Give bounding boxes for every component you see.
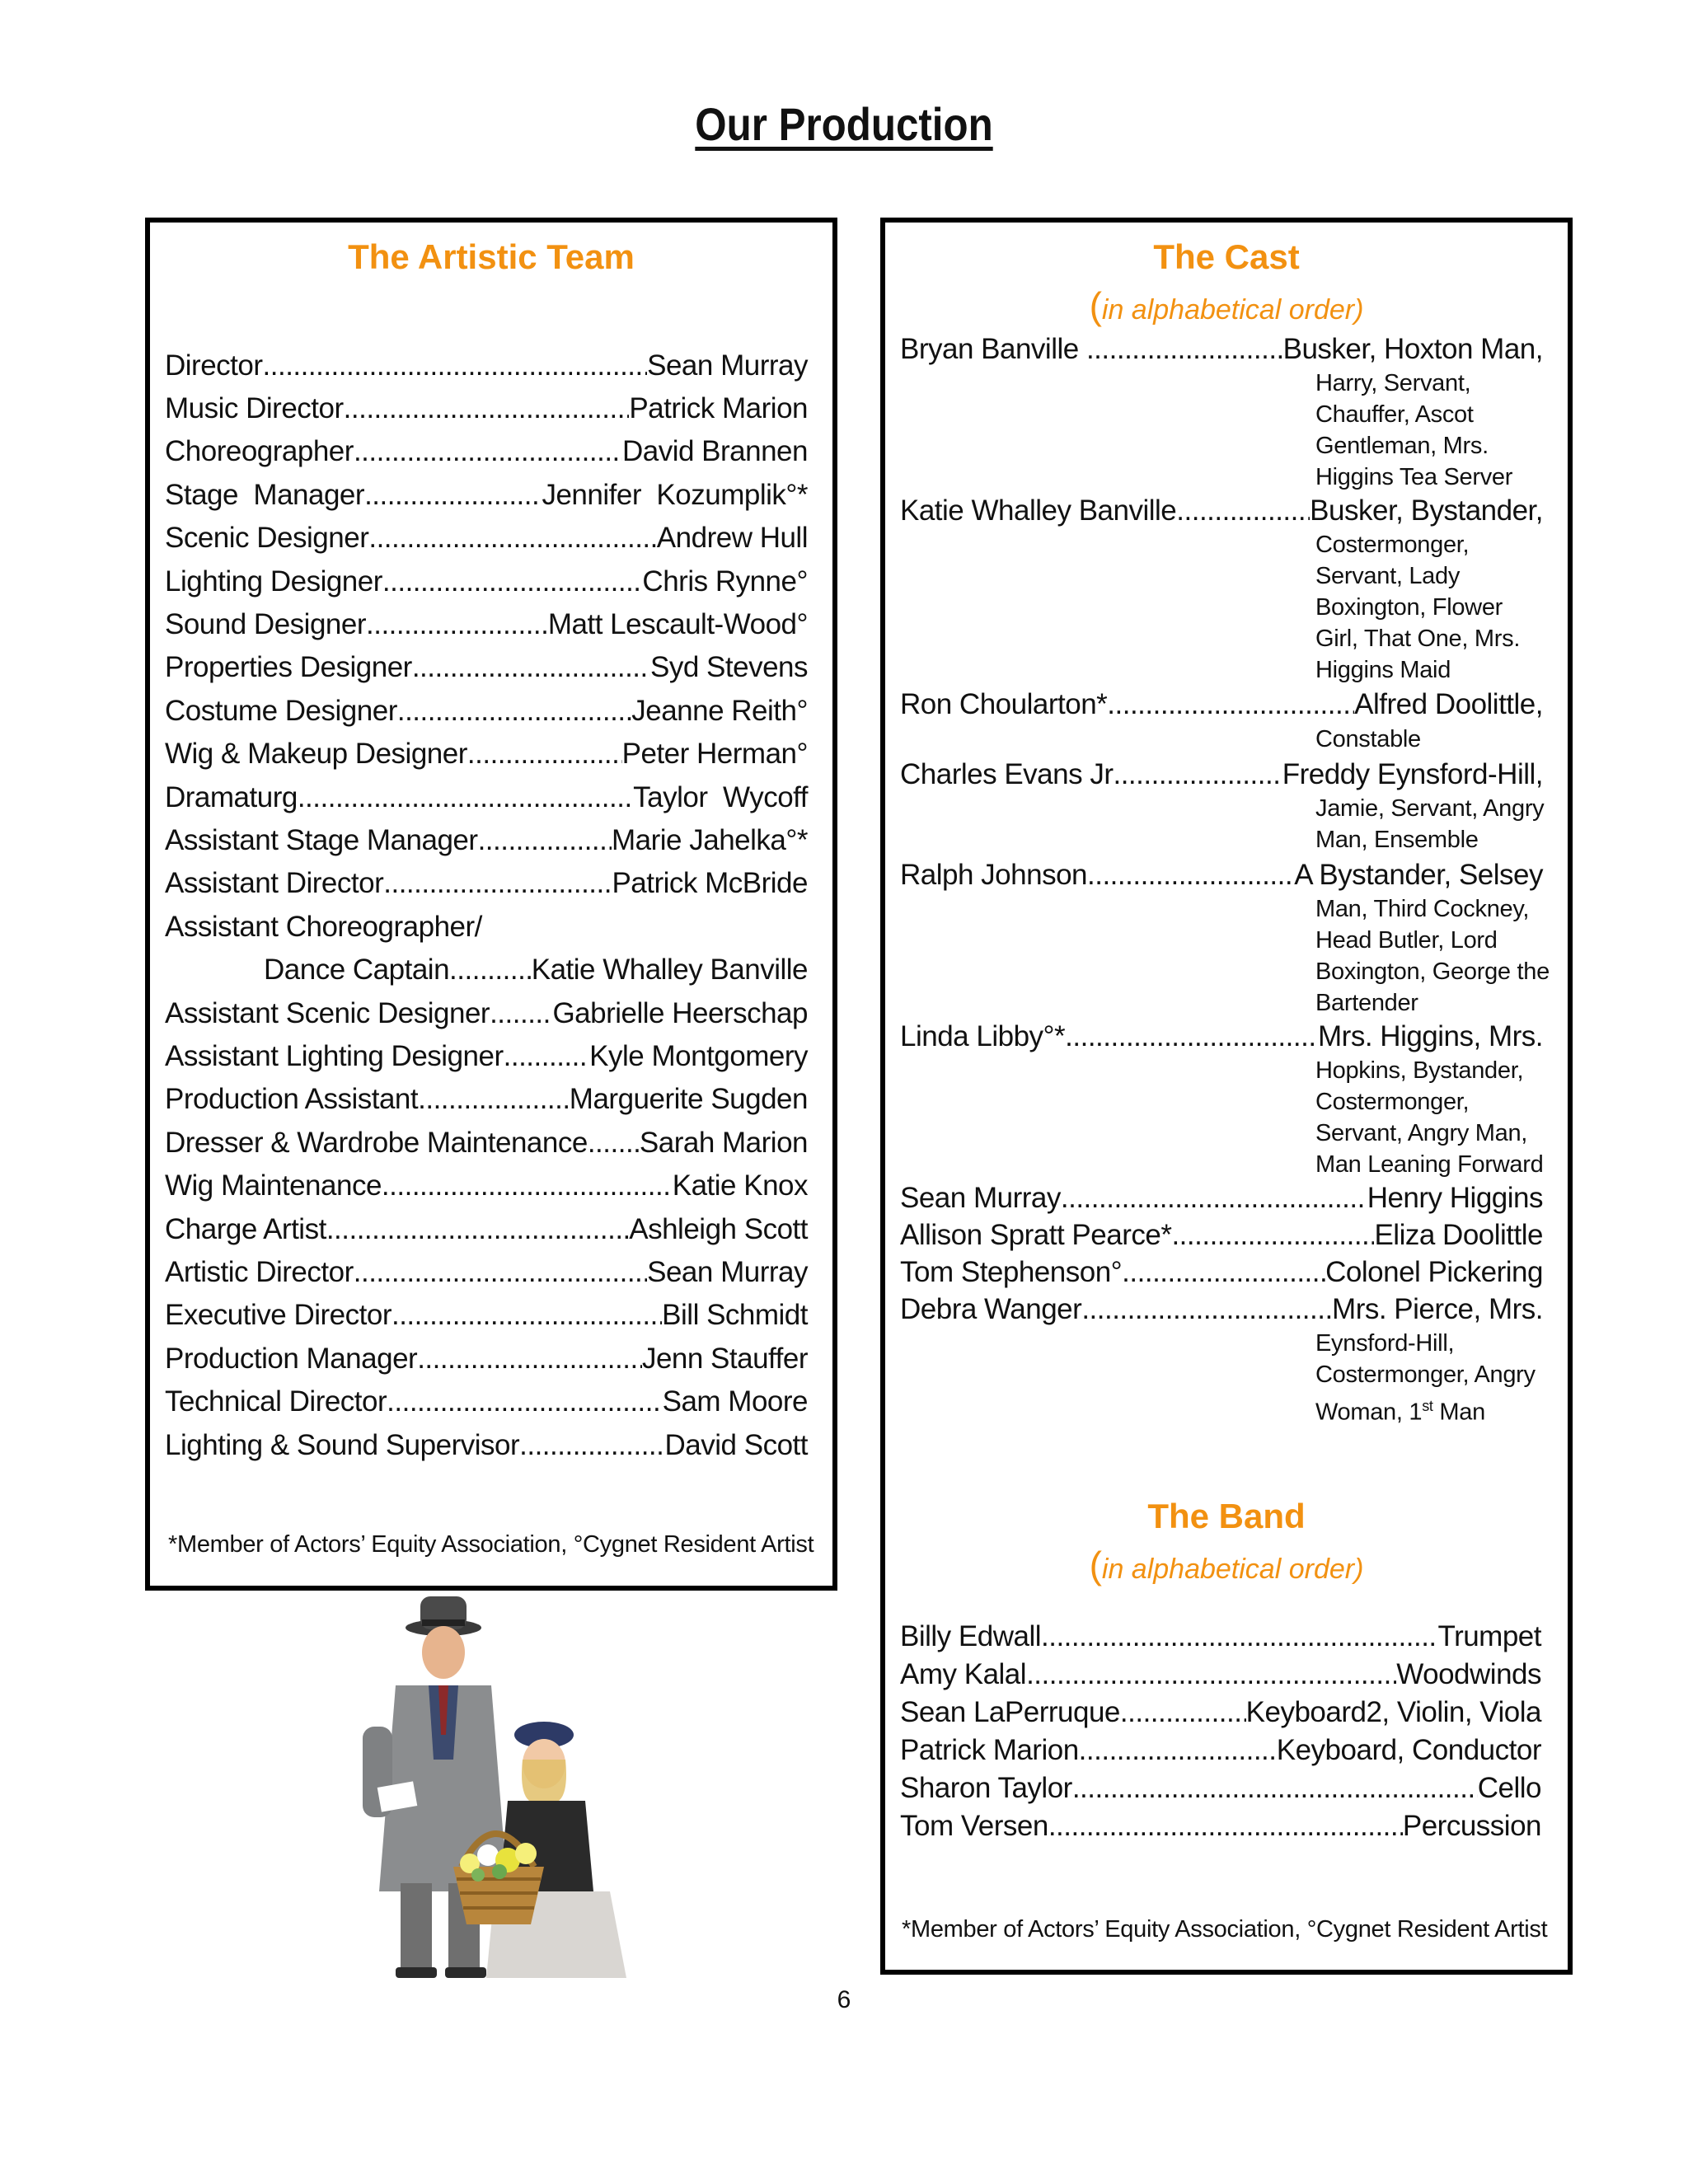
cast-extra-line: Girl, That One, Mrs. (1315, 626, 1521, 652)
artistic-row (165, 392, 808, 425)
cast-row (900, 1256, 1543, 1289)
artistic-name: Matt Lescault-Wood° (547, 608, 808, 640)
cast-extra-line: Gentleman, Mrs. (1315, 433, 1489, 459)
cast-extra-line: Man, Ensemble (1315, 827, 1479, 853)
artistic-name: Patrick McBride (612, 867, 808, 899)
cast-role: Alfred Doolittle, (1354, 688, 1543, 720)
artistic-role: Technical Director (165, 1385, 387, 1418)
artistic-name: Ashleigh Scott (629, 1213, 808, 1245)
artistic-role: Choreographer (165, 435, 354, 467)
artistic-role: Scenic Designer (165, 522, 369, 554)
cast-extra-line: Hopkins, Bystander, (1315, 1057, 1524, 1084)
cast-subheading-paren: ( (1089, 284, 1102, 327)
page-number: 6 (837, 1986, 851, 2013)
band-row (900, 1658, 1541, 1691)
artistic-row (165, 781, 808, 814)
artistic-name: Sean Murray (647, 1256, 808, 1288)
artistic-row (165, 867, 808, 900)
artistic-name: Bill Schmidt (662, 1299, 808, 1331)
artistic-role: Production Manager (165, 1343, 418, 1375)
cast-extra-line: Costermonger, Angry (1315, 1361, 1536, 1388)
artistic-role: Charge Artist (165, 1213, 326, 1245)
artistic-row (165, 479, 808, 512)
artistic-row (165, 1299, 808, 1332)
cast-row (900, 859, 1543, 892)
artistic-name: Jennifer Kozumplik°* (542, 479, 808, 511)
artistic-role: Assistant Director (165, 867, 384, 899)
band-name: Billy Edwall (900, 1620, 1041, 1652)
cast-extra-tail: Man (1432, 1399, 1485, 1426)
cast-name: Ron Choularton* (900, 688, 1108, 720)
cast-extra-line (1315, 1390, 1536, 1428)
cast-extra-line: Bartender (1315, 990, 1418, 1016)
cast-name: Ralph Johnson (900, 859, 1087, 891)
artistic-footnote: *Member of Actors’ Equity Association, °Cygnet Resident Artist (168, 1531, 814, 1558)
artistic-name: Jeanne Reith° (631, 695, 808, 727)
artistic-row (165, 349, 808, 382)
band-name: Sharon Taylor (900, 1772, 1072, 1804)
artistic-row (165, 911, 808, 944)
band-row (900, 1620, 1541, 1653)
cast-role: Eliza Doolittle (1374, 1219, 1543, 1251)
artistic-role: Wig Maintenance (165, 1169, 382, 1202)
cast-extra (1315, 893, 1550, 1019)
artistic-role: Wig & Makeup Designer (165, 738, 467, 770)
cast-name: Tom Stephenson° (900, 1256, 1123, 1288)
artistic-row (165, 1429, 808, 1462)
artistic-name: Gabrielle Heerschap (552, 997, 808, 1029)
cast-extra (1315, 793, 1544, 855)
cast-extra-line: Chauffer, Ascot (1315, 401, 1474, 428)
artistic-row (165, 1169, 808, 1202)
cast-role: Mrs. Higgins, Mrs. (1318, 1020, 1543, 1052)
cast-extra-line: Man Leaning Forward (1315, 1151, 1544, 1178)
artistic-team-heading: The Artistic Team (348, 237, 635, 276)
cast-row (900, 1293, 1543, 1326)
cast-name: Katie Whalley Banville (900, 494, 1177, 527)
artistic-role: Assistant Scenic Designer (165, 997, 490, 1029)
artistic-row (165, 1385, 808, 1418)
man-face (422, 1626, 465, 1679)
cast-extra (1315, 529, 1520, 686)
cast-role: Busker, Bystander, (1310, 494, 1543, 527)
cast-subheading-text: in alphabetical order) (1101, 294, 1364, 326)
cast-extra (1315, 1328, 1536, 1428)
artistic-role: Dance Captain (264, 954, 450, 986)
artistic-name: Patrick Marion (629, 392, 808, 424)
artistic-role: Music Director (165, 392, 344, 424)
flower (515, 1843, 537, 1864)
cast-extra-line: Servant, Angry Man, (1315, 1120, 1528, 1146)
cast-extra-line: Costermonger, (1315, 532, 1470, 558)
cast-extra-line: Jamie, Servant, Angry (1315, 795, 1545, 822)
cast-extra (1315, 724, 1421, 755)
band-name: Patrick Marion (900, 1734, 1079, 1766)
page-title: Our Production (695, 98, 993, 150)
cast-extra-sup: st (1422, 1398, 1433, 1414)
artistic-name: David Brannen (621, 435, 808, 467)
cast-heading: The Cast (1153, 237, 1300, 276)
artistic-row (165, 608, 808, 641)
band-name: Sean LaPerruque (900, 1696, 1120, 1728)
artistic-role: Artistic Director (165, 1256, 354, 1288)
cast-row (900, 494, 1543, 527)
cast-subheading (885, 284, 1568, 328)
band-name: Amy Kalal (900, 1658, 1027, 1690)
artistic-row (165, 651, 808, 684)
cast-extra-line: Eynsford-Hill, (1315, 1330, 1455, 1357)
cast-role: Freddy Eynsford-Hill, (1282, 758, 1543, 790)
cast-extra-line: Higgins Tea Server (1315, 464, 1513, 490)
cast-role: Mrs. Pierce, Mrs. (1332, 1293, 1543, 1325)
cast-row (900, 1182, 1543, 1215)
artistic-row (165, 1127, 808, 1160)
artistic-name: Peter Herman° (621, 738, 808, 770)
woman-hair (522, 1760, 566, 1801)
band-row (900, 1810, 1541, 1843)
cast-role: Busker, Hoxton Man, (1282, 333, 1543, 365)
production-photo (346, 1595, 643, 1978)
cast-name: Debra Wanger (900, 1293, 1082, 1325)
artistic-name: Syd Stevens (650, 651, 808, 683)
artistic-name: David Scott (664, 1429, 808, 1461)
artistic-role: Dramaturg (165, 781, 298, 813)
artistic-role: Properties Designer (165, 651, 412, 683)
cast-name: Charles Evans Jr (900, 758, 1114, 790)
cast-name: Allison Spratt Pearce* (900, 1219, 1172, 1251)
band-subheading-paren: ( (1089, 1544, 1102, 1586)
cast-extra-line: Boxington, Flower (1315, 594, 1503, 621)
artistic-name: Marie Jahelka°* (612, 824, 808, 856)
band-instrument: Trumpet (1437, 1620, 1541, 1652)
cast-extra-line: Servant, Lady (1315, 563, 1461, 589)
artistic-name: Katie Knox (672, 1169, 808, 1202)
artistic-row (264, 954, 808, 987)
artistic-role: Assistant Choreographer/ (165, 911, 482, 943)
band-row (900, 1696, 1541, 1729)
leaf (471, 1868, 485, 1882)
artistic-name: Marguerite Sugden (569, 1083, 808, 1115)
cast-extra-line: Man, Third Cockney, (1315, 896, 1530, 922)
band-row (900, 1734, 1541, 1767)
artistic-name: Sam Moore (662, 1385, 808, 1418)
artistic-name: Andrew Hull (656, 522, 808, 554)
band-instrument: Keyboard2, Violin, Viola (1245, 1696, 1541, 1728)
artistic-row (165, 435, 808, 468)
cast-row (900, 1219, 1543, 1252)
artistic-role: Director (165, 349, 263, 382)
cast-extra (1315, 368, 1512, 493)
artistic-role: Lighting Designer (165, 565, 382, 598)
cast-role: Colonel Pickering (1325, 1256, 1543, 1288)
cast-row (900, 758, 1543, 791)
band-instrument: Cello (1477, 1772, 1541, 1804)
artistic-row (165, 1213, 808, 1246)
artistic-name: Taylor Wycoff (633, 781, 808, 813)
artistic-role: Stage Manager (165, 479, 365, 511)
leaf (492, 1864, 507, 1879)
cast-extra-line: Constable (1315, 726, 1421, 752)
artistic-name: Kyle Montgomery (589, 1040, 808, 1072)
flower (477, 1844, 499, 1866)
artistic-role: Assistant Lighting Designer (165, 1040, 504, 1072)
artistic-row (165, 1256, 808, 1289)
artistic-role: Assistant Stage Manager (165, 824, 478, 856)
artistic-role: Sound Designer (165, 608, 366, 640)
artistic-name: Sean Murray (647, 349, 808, 382)
artistic-row (165, 997, 808, 1030)
cast-role: Henry Higgins (1367, 1182, 1543, 1214)
cast-row (900, 333, 1543, 366)
cast-row (900, 688, 1543, 721)
cast-role: A Bystander, Selsey (1294, 859, 1543, 891)
band-footnote: *Member of Actors’ Equity Association, °Cygnet Resident Artist (902, 1916, 1548, 1943)
artistic-row (165, 1083, 808, 1116)
artistic-row (165, 1040, 808, 1073)
band-name: Tom Versen (900, 1810, 1048, 1842)
artistic-name: Chris Rynne° (642, 565, 808, 598)
band-subheading-text: in alphabetical order) (1101, 1554, 1364, 1585)
artistic-name: Jenn Stauffer (641, 1343, 808, 1375)
band-instrument: Keyboard, Conductor (1276, 1734, 1541, 1766)
cast-extra-line: Higgins Maid (1315, 657, 1451, 683)
band-instrument: Percussion (1402, 1810, 1541, 1842)
cast-extra-line: Boxington, George the (1315, 958, 1550, 985)
cast-extra-line: Harry, Servant, (1315, 370, 1471, 396)
band-heading: The Band (1147, 1497, 1306, 1535)
artistic-row (165, 824, 808, 857)
artistic-role: Costume Designer (165, 695, 397, 727)
band-row (900, 1772, 1541, 1805)
artistic-role: Executive Director (165, 1299, 392, 1331)
cast-extra (1315, 1055, 1543, 1180)
cast-extra-text: Woman, 1 (1315, 1399, 1423, 1426)
artistic-role: Dresser & Wardrobe Maintenance (165, 1127, 588, 1159)
man-leg (401, 1883, 432, 1974)
cast-name: Sean Murray (900, 1182, 1061, 1214)
artistic-role: Production Assistant (165, 1083, 419, 1115)
artistic-row (165, 738, 808, 771)
artistic-role: Lighting & Sound Supervisor (165, 1429, 520, 1461)
band-subheading (885, 1543, 1568, 1587)
cast-extra-line: Head Butler, Lord (1315, 927, 1498, 954)
artistic-row (165, 1343, 808, 1376)
artistic-row (165, 565, 808, 598)
artistic-row (165, 695, 808, 728)
cast-name: Linda Libby°* (900, 1020, 1066, 1052)
cast-row (900, 1020, 1543, 1053)
artistic-row (165, 522, 808, 555)
band-instrument: Woodwinds (1396, 1658, 1541, 1690)
cast-name: Bryan Banville (900, 333, 1086, 365)
artistic-name: Katie Whalley Banville (531, 954, 808, 986)
artistic-name: Sarah Marion (639, 1127, 808, 1159)
cast-extra-line: Costermonger, (1315, 1089, 1470, 1115)
